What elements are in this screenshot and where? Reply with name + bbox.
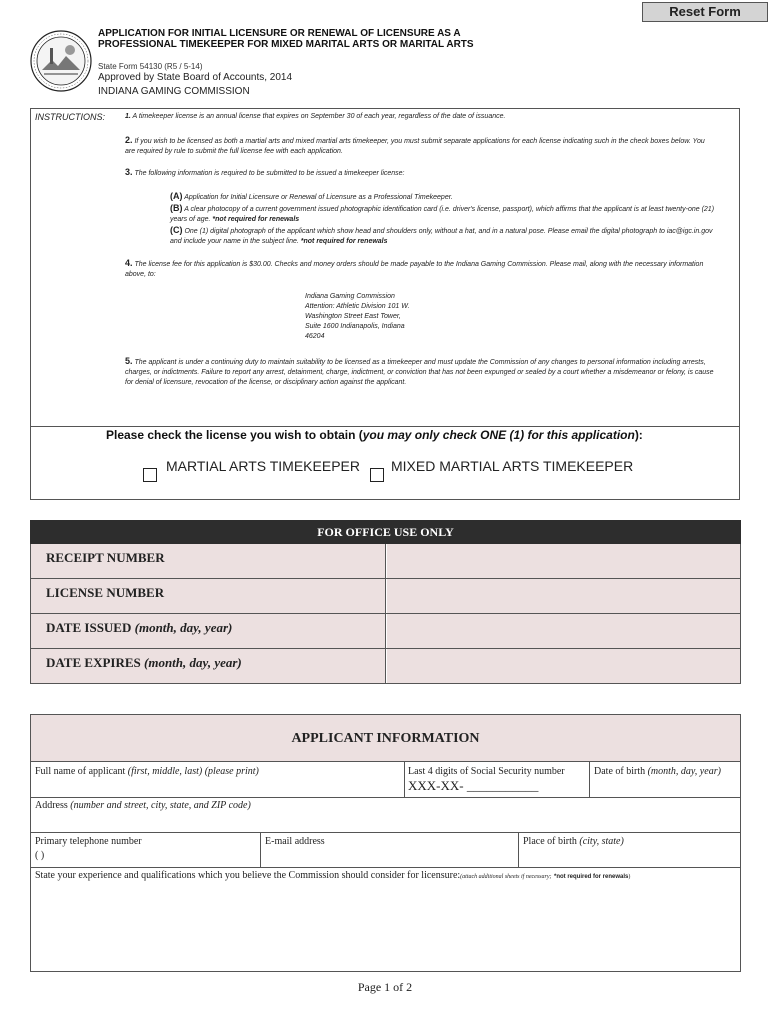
divider: [30, 832, 741, 833]
instruction-5: 5. The applicant is under a continuing duty to maintain suitability to be licensed as a timekeeper and must update the Commission of any changes to personal information including arrests, charges, or indictments. Failure to report any arrest, detainment, charge, indictment, or conviction that has not been expunged or sealed by a court whether a misdemeanor or felony, is cause for denial of licensure, revocation of the license, or disciplinary action against the applicant.: [125, 356, 714, 386]
instruction-1: 1. A timekeeper license is an annual license that expires on September 30 of each year, regardless of the date of issuance.: [125, 113, 506, 120]
place-of-birth-input[interactable]: [523, 850, 733, 866]
dob-input[interactable]: [594, 780, 734, 796]
address-label: Address (number and street, city, state, and ZIP code): [35, 800, 251, 811]
full-name-label: Full name of applicant (first, middle, last) (please print): [35, 766, 259, 777]
dob-label: Date of birth (month, day, year): [594, 766, 721, 777]
experience-label: State your experience and qualifications which you believe the Commission should consider for licensure:(attach additional sheets if necessary; *not required for renewals): [35, 870, 631, 881]
ssn-input[interactable]: XXX-XX- ___________: [408, 778, 539, 793]
mailing-address: Indiana Gaming Commission Attention: Athletic Division 101 W. Washington Street East Tower, Suite 1600 Indianapolis, Indiana 46204: [305, 293, 410, 340]
mixed-martial-arts-label: MIXED MARTIAL ARTS TIMEKEEPER: [391, 458, 634, 474]
mixed-martial-arts-checkbox[interactable]: [370, 468, 384, 482]
instruction-3b: (B) A clear photocopy of a current government issued photographic identification card (i.e. driver's license, passport), which affirms that the applicant is at least twenty-one (21) years of age. *not required for renewals: [170, 203, 715, 223]
divider: [30, 867, 741, 868]
instruction-3: 3. The following information is required to be submitted to be issued a timekeeper license:: [125, 167, 405, 177]
instruction-4: 4. The license fee for this application is $30.00. Checks and money orders should be made payable to the Indiana Gaming Commission. Please mail, along with the necessary information above, to:: [125, 258, 704, 278]
page-number: Page 1 of 2: [357, 980, 413, 994]
receipt-number-label: RECEIPT NUMBER: [31, 544, 386, 578]
email-label: E-mail address: [265, 836, 325, 847]
reset-form-button[interactable]: Reset Form: [642, 2, 768, 22]
instruction-2: 2. If you wish to be licensed as both a martial arts and mixed martial arts timekeeper, you must submit separate applications for each license indicating such in the check boxes below. You are required by rule to submit the full license fee with each application.: [125, 135, 705, 155]
form-number: State Form 54130 (R5 / 5-14): [98, 62, 203, 71]
date-expires-row: [30, 649, 741, 684]
date-expires-field[interactable]: [387, 649, 740, 683]
office-use-header: FOR OFFICE USE ONLY: [30, 520, 741, 544]
applicant-info-header: APPLICANT INFORMATION: [30, 714, 741, 762]
experience-textarea[interactable]: [35, 886, 735, 968]
divider: [404, 762, 405, 798]
agency-name: INDIANA GAMING COMMISSION: [98, 86, 250, 97]
divider: [589, 762, 590, 798]
approved-text: Approved by State Board of Accounts, 2014: [98, 72, 293, 83]
date-issued-field[interactable]: [387, 614, 740, 648]
full-name-input[interactable]: [35, 780, 400, 796]
address-input[interactable]: [35, 814, 735, 830]
ssn-label: Last 4 digits of Social Security number: [408, 766, 565, 777]
instructions-label: INSTRUCTIONS:: [35, 112, 106, 122]
date-issued-label: DATE ISSUED (month, day, year): [31, 614, 386, 648]
divider: [30, 797, 741, 798]
instructions-divider: [30, 426, 740, 427]
divider: [260, 832, 261, 867]
instruction-3c: (C) One (1) digital photograph of the applicant which show head and shoulders only, without a hat, and in a natural pose. Please email the digital photograph to iac@igc.in.gov and include your name in the subject line. *not required for renewals: [170, 225, 713, 245]
date-issued-row: [30, 614, 741, 649]
indiana-state-seal: [30, 30, 92, 92]
form-title: APPLICATION FOR INITIAL LICENSURE OR RENEWAL OF LICENSURE AS A PROFESSIONAL TIMEKEEPER FOR MIXED MARITAL ARTS OR MARITAL ARTS: [98, 28, 474, 50]
divider: [518, 832, 519, 867]
date-expires-label: DATE EXPIRES (month, day, year): [31, 649, 386, 683]
instruction-3a: (A) Application for Initial Licensure or Renewal of Licensure as a Professional Timekeeper.: [170, 191, 453, 201]
receipt-number-field[interactable]: [387, 544, 740, 578]
receipt-number-row: [30, 544, 741, 579]
license-check-prompt: Please check the license you wish to obtain (you may only check ONE (1) for this application):: [106, 428, 643, 442]
phone-label: Primary telephone number: [35, 836, 142, 847]
martial-arts-checkbox[interactable]: [143, 468, 157, 482]
license-number-field[interactable]: [387, 579, 740, 613]
place-of-birth-label: Place of birth (city, state): [523, 836, 624, 847]
license-number-label: LICENSE NUMBER: [31, 579, 386, 613]
martial-arts-label: MARTIAL ARTS TIMEKEEPER: [166, 458, 360, 474]
license-number-row: [30, 579, 741, 614]
phone-input[interactable]: ( ): [35, 850, 45, 861]
email-input[interactable]: [265, 850, 515, 866]
